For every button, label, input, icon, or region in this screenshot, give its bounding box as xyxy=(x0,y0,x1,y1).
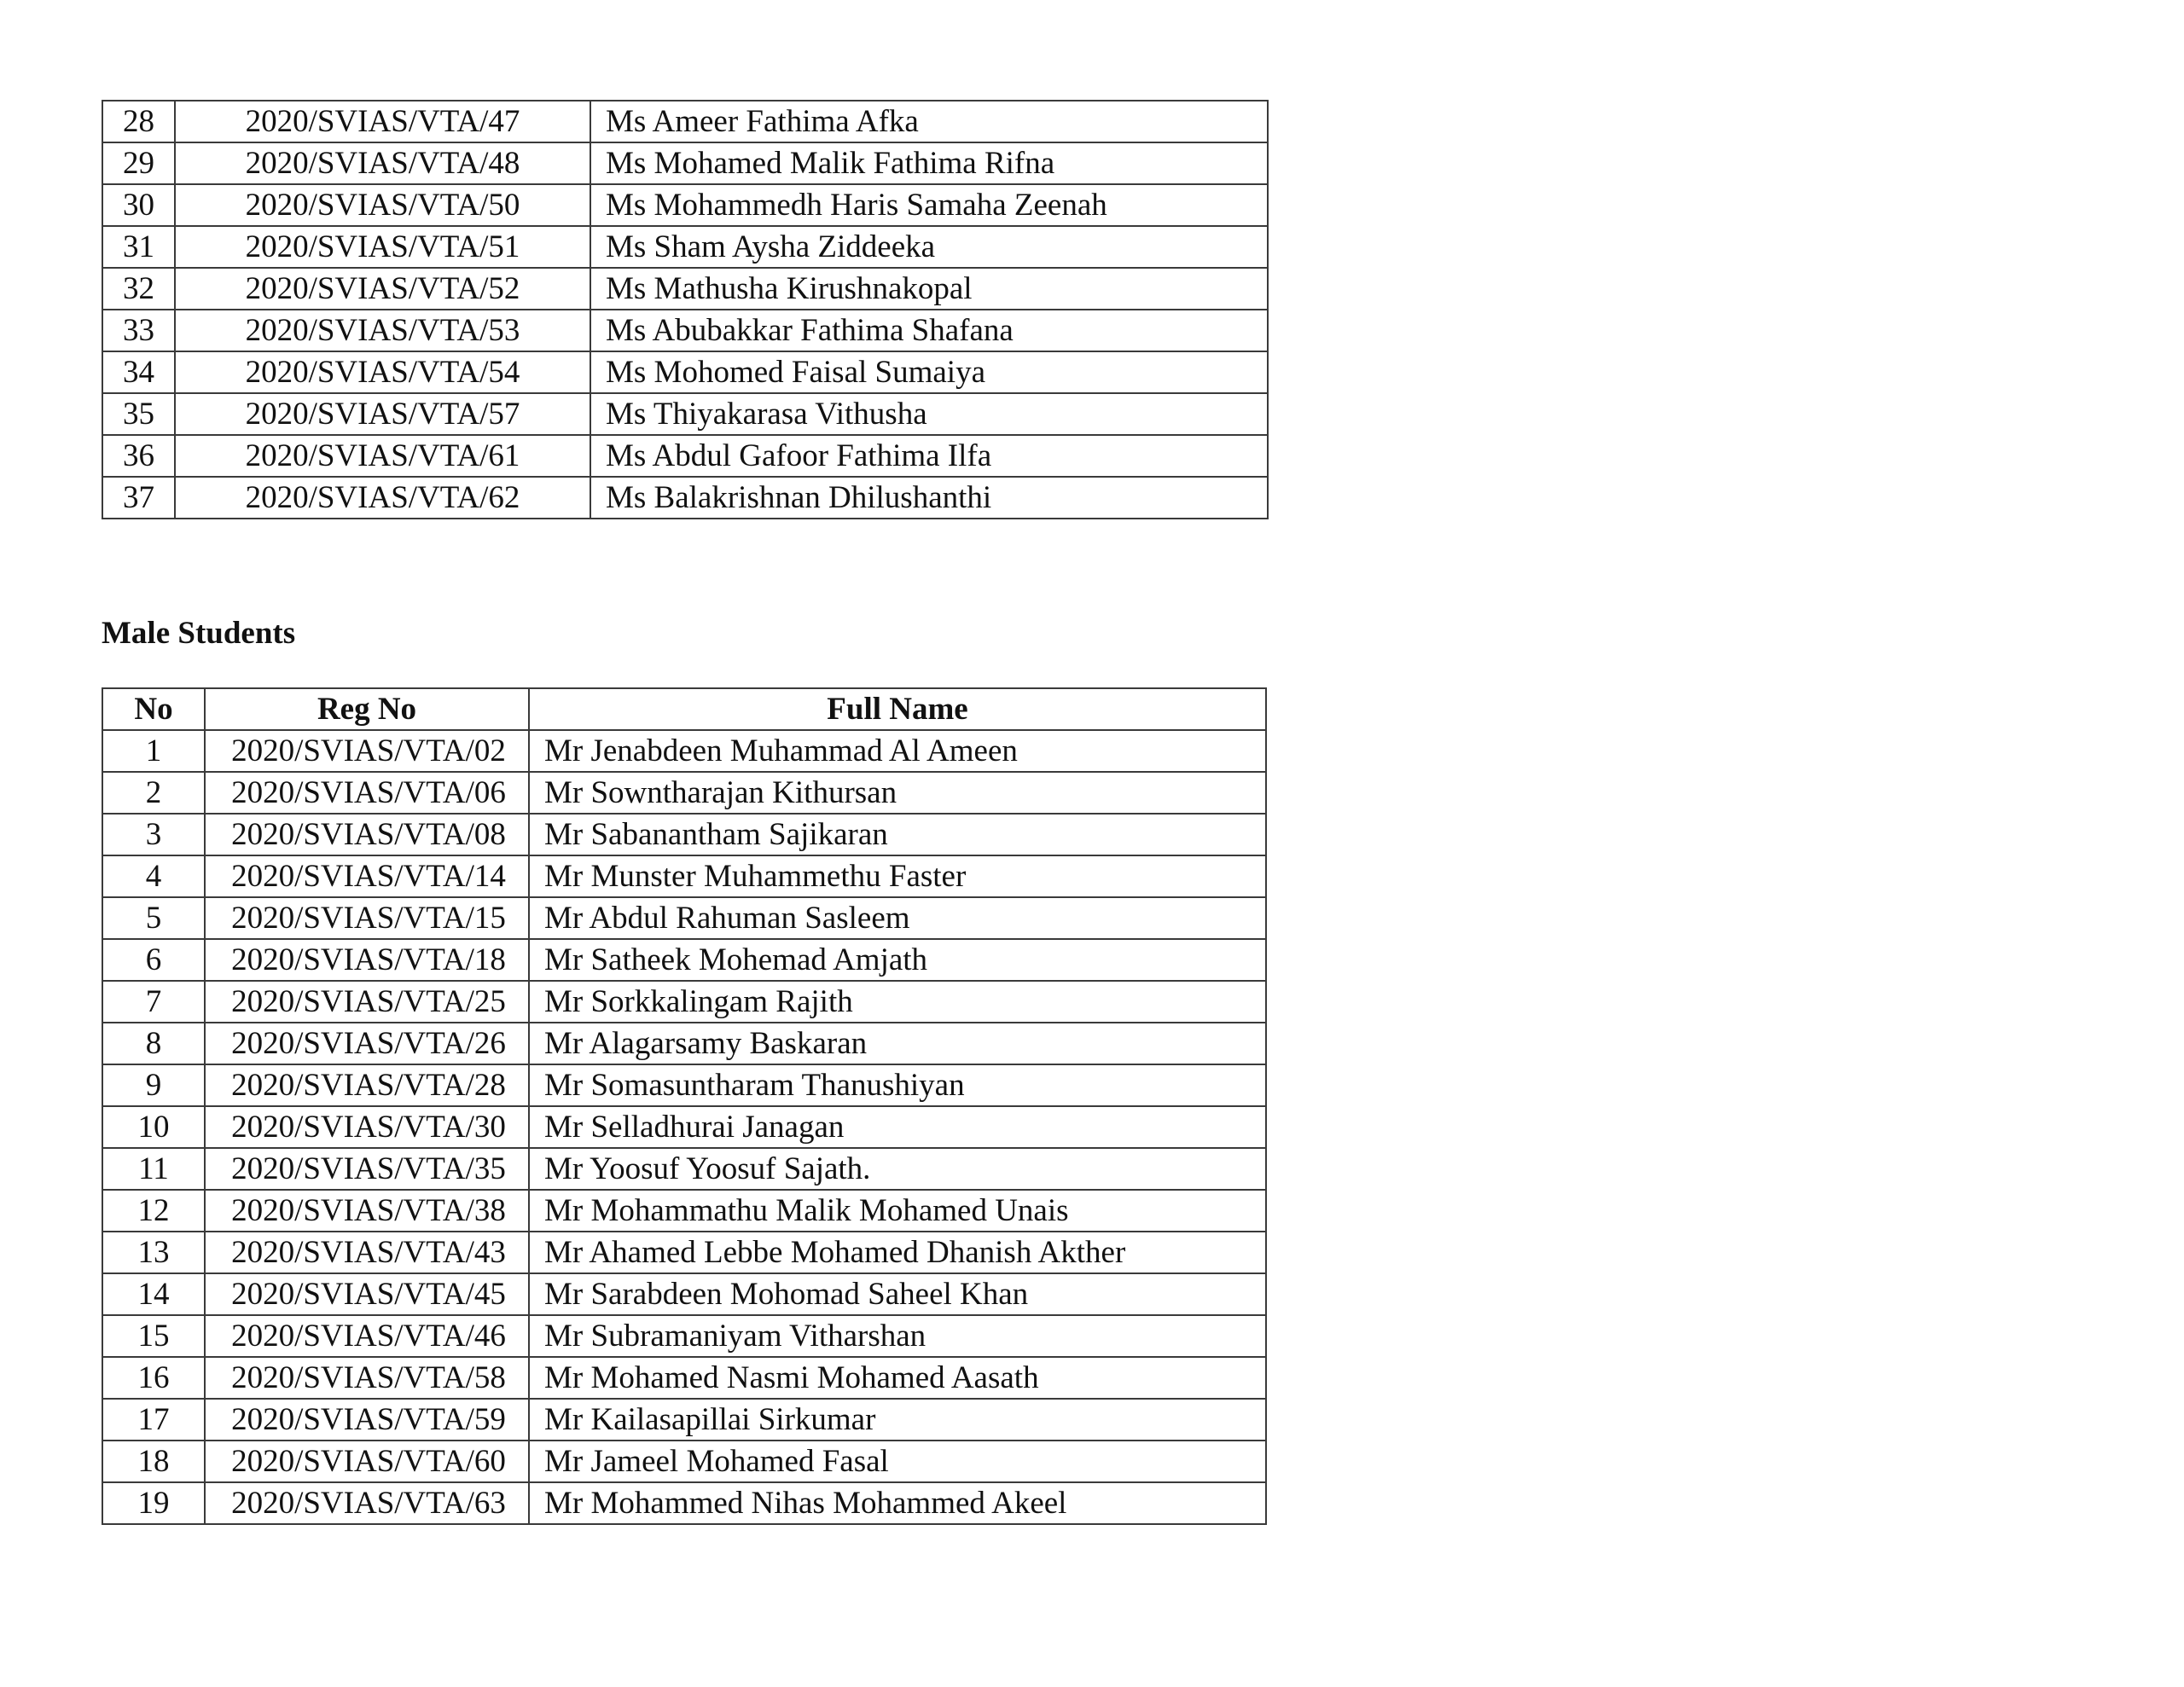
student-full-name: Ms Sham Aysha Ziddeeka xyxy=(590,226,1268,268)
table-row xyxy=(102,1357,1266,1399)
table-row xyxy=(102,184,1268,226)
table-row xyxy=(102,1190,1266,1232)
student-number: 29 xyxy=(102,142,175,184)
registration-number: 2020/SVIAS/VTA/28 xyxy=(205,1064,529,1106)
male-students-table xyxy=(102,687,1267,1525)
student-full-name: Mr Mohamed Nasmi Mohamed Aasath xyxy=(529,1357,1266,1399)
column-header-full-name: Full Name xyxy=(529,688,1266,730)
student-full-name: Mr Jameel Mohamed Fasal xyxy=(529,1441,1266,1482)
male-table-header xyxy=(102,688,1266,730)
student-full-name: Mr Mohammed Nihas Mohammed Akeel xyxy=(529,1482,1266,1524)
column-header-no: No xyxy=(102,688,205,730)
student-full-name: Ms Mohammedh Haris Samaha Zeenah xyxy=(590,184,1268,226)
registration-number: 2020/SVIAS/VTA/08 xyxy=(205,814,529,855)
student-number: 6 xyxy=(102,939,205,981)
registration-number: 2020/SVIAS/VTA/35 xyxy=(205,1148,529,1190)
student-number: 2 xyxy=(102,772,205,814)
student-full-name: Mr Yoosuf Yoosuf Sajath. xyxy=(529,1148,1266,1190)
table-row xyxy=(102,1315,1266,1357)
table-row xyxy=(102,1064,1266,1106)
student-full-name: Ms Ameer Fathima Afka xyxy=(590,101,1268,142)
student-full-name: Mr Mohammathu Malik Mohamed Unais xyxy=(529,1190,1266,1232)
table-row xyxy=(102,1482,1266,1524)
student-number: 34 xyxy=(102,351,175,393)
table-row xyxy=(102,897,1266,939)
registration-number: 2020/SVIAS/VTA/46 xyxy=(205,1315,529,1357)
registration-number: 2020/SVIAS/VTA/48 xyxy=(175,142,590,184)
student-full-name: Ms Thiyakarasa Vithusha xyxy=(590,393,1268,435)
registration-number: 2020/SVIAS/VTA/57 xyxy=(175,393,590,435)
registration-number: 2020/SVIAS/VTA/18 xyxy=(205,939,529,981)
student-number: 36 xyxy=(102,435,175,477)
student-number: 16 xyxy=(102,1357,205,1399)
table-row xyxy=(102,939,1266,981)
registration-number: 2020/SVIAS/VTA/52 xyxy=(175,268,590,310)
registration-number: 2020/SVIAS/VTA/26 xyxy=(205,1023,529,1064)
table-row xyxy=(102,310,1268,351)
column-header-reg-no: Reg No xyxy=(205,688,529,730)
student-number: 9 xyxy=(102,1064,205,1106)
student-full-name: Mr Selladhurai Janagan xyxy=(529,1106,1266,1148)
registration-number: 2020/SVIAS/VTA/25 xyxy=(205,981,529,1023)
student-number: 37 xyxy=(102,477,175,519)
student-number: 30 xyxy=(102,184,175,226)
student-full-name: Mr Satheek Mohemad Amjath xyxy=(529,939,1266,981)
registration-number: 2020/SVIAS/VTA/53 xyxy=(175,310,590,351)
registration-number: 2020/SVIAS/VTA/02 xyxy=(205,730,529,772)
registration-number: 2020/SVIAS/VTA/45 xyxy=(205,1273,529,1315)
registration-number: 2020/SVIAS/VTA/14 xyxy=(205,855,529,897)
registration-number: 2020/SVIAS/VTA/50 xyxy=(175,184,590,226)
student-number: 14 xyxy=(102,1273,205,1315)
student-number: 4 xyxy=(102,855,205,897)
registration-number: 2020/SVIAS/VTA/54 xyxy=(175,351,590,393)
registration-number: 2020/SVIAS/VTA/60 xyxy=(205,1441,529,1482)
student-number: 7 xyxy=(102,981,205,1023)
student-full-name: Mr Abdul Rahuman Sasleem xyxy=(529,897,1266,939)
student-number: 33 xyxy=(102,310,175,351)
student-full-name: Ms Mathusha Kirushnakopal xyxy=(590,268,1268,310)
registration-number: 2020/SVIAS/VTA/61 xyxy=(175,435,590,477)
table-row xyxy=(102,981,1266,1023)
student-full-name: Ms Mohamed Malik Fathima Rifna xyxy=(590,142,1268,184)
female-table-body xyxy=(102,101,1268,519)
table-row xyxy=(102,1273,1266,1315)
registration-number: 2020/SVIAS/VTA/59 xyxy=(205,1399,529,1441)
student-full-name: Ms Balakrishnan Dhilushanthi xyxy=(590,477,1268,519)
student-number: 19 xyxy=(102,1482,205,1524)
student-full-name: Mr Sabanantham Sajikaran xyxy=(529,814,1266,855)
student-number: 8 xyxy=(102,1023,205,1064)
student-number: 11 xyxy=(102,1148,205,1190)
registration-number: 2020/SVIAS/VTA/38 xyxy=(205,1190,529,1232)
table-row xyxy=(102,1399,1266,1441)
table-row xyxy=(102,1023,1266,1064)
student-full-name: Mr Alagarsamy Baskaran xyxy=(529,1023,1266,1064)
student-full-name: Ms Abdul Gafoor Fathima Ilfa xyxy=(590,435,1268,477)
registration-number: 2020/SVIAS/VTA/30 xyxy=(205,1106,529,1148)
student-full-name: Mr Sarabdeen Mohomad Saheel Khan xyxy=(529,1273,1266,1315)
registration-number: 2020/SVIAS/VTA/63 xyxy=(205,1482,529,1524)
male-table-body xyxy=(102,730,1266,1524)
table-row xyxy=(102,393,1268,435)
table-row xyxy=(102,142,1268,184)
student-full-name: Mr Ahamed Lebbe Mohamed Dhanish Akther xyxy=(529,1232,1266,1273)
student-number: 15 xyxy=(102,1315,205,1357)
registration-number: 2020/SVIAS/VTA/58 xyxy=(205,1357,529,1399)
registration-number: 2020/SVIAS/VTA/43 xyxy=(205,1232,529,1273)
student-number: 32 xyxy=(102,268,175,310)
table-row xyxy=(102,730,1266,772)
student-number: 12 xyxy=(102,1190,205,1232)
table-row xyxy=(102,1106,1266,1148)
table-row xyxy=(102,1232,1266,1273)
registration-number: 2020/SVIAS/VTA/47 xyxy=(175,101,590,142)
student-full-name: Ms Mohomed Faisal Sumaiya xyxy=(590,351,1268,393)
student-full-name: Mr Kailasapillai Sirkumar xyxy=(529,1399,1266,1441)
student-number: 28 xyxy=(102,101,175,142)
header-row xyxy=(102,688,1266,730)
student-full-name: Ms Abubakkar Fathima Shafana xyxy=(590,310,1268,351)
student-full-name: Mr Sowntharajan Kithursan xyxy=(529,772,1266,814)
registration-number: 2020/SVIAS/VTA/51 xyxy=(175,226,590,268)
student-number: 31 xyxy=(102,226,175,268)
student-number: 3 xyxy=(102,814,205,855)
student-number: 35 xyxy=(102,393,175,435)
male-students-heading: Male Students xyxy=(102,616,296,651)
student-full-name: Mr Jenabdeen Muhammad Al Ameen xyxy=(529,730,1266,772)
student-full-name: Mr Subramaniyam Vitharshan xyxy=(529,1315,1266,1357)
table-row xyxy=(102,477,1268,519)
registration-number: 2020/SVIAS/VTA/06 xyxy=(205,772,529,814)
student-full-name: Mr Munster Muhammethu Faster xyxy=(529,855,1266,897)
table-row xyxy=(102,1441,1266,1482)
student-number: 1 xyxy=(102,730,205,772)
female-students-table xyxy=(102,100,1269,519)
table-row xyxy=(102,855,1266,897)
table-row xyxy=(102,351,1268,393)
table-row xyxy=(102,814,1266,855)
student-number: 13 xyxy=(102,1232,205,1273)
student-full-name: Mr Somasuntharam Thanushiyan xyxy=(529,1064,1266,1106)
table-row xyxy=(102,101,1268,142)
table-row xyxy=(102,226,1268,268)
student-number: 18 xyxy=(102,1441,205,1482)
table-row xyxy=(102,268,1268,310)
table-row xyxy=(102,772,1266,814)
student-number: 10 xyxy=(102,1106,205,1148)
table-row xyxy=(102,435,1268,477)
table-row xyxy=(102,1148,1266,1190)
student-number: 17 xyxy=(102,1399,205,1441)
student-full-name: Mr Sorkkalingam Rajith xyxy=(529,981,1266,1023)
student-number: 5 xyxy=(102,897,205,939)
registration-number: 2020/SVIAS/VTA/62 xyxy=(175,477,590,519)
registration-number: 2020/SVIAS/VTA/15 xyxy=(205,897,529,939)
